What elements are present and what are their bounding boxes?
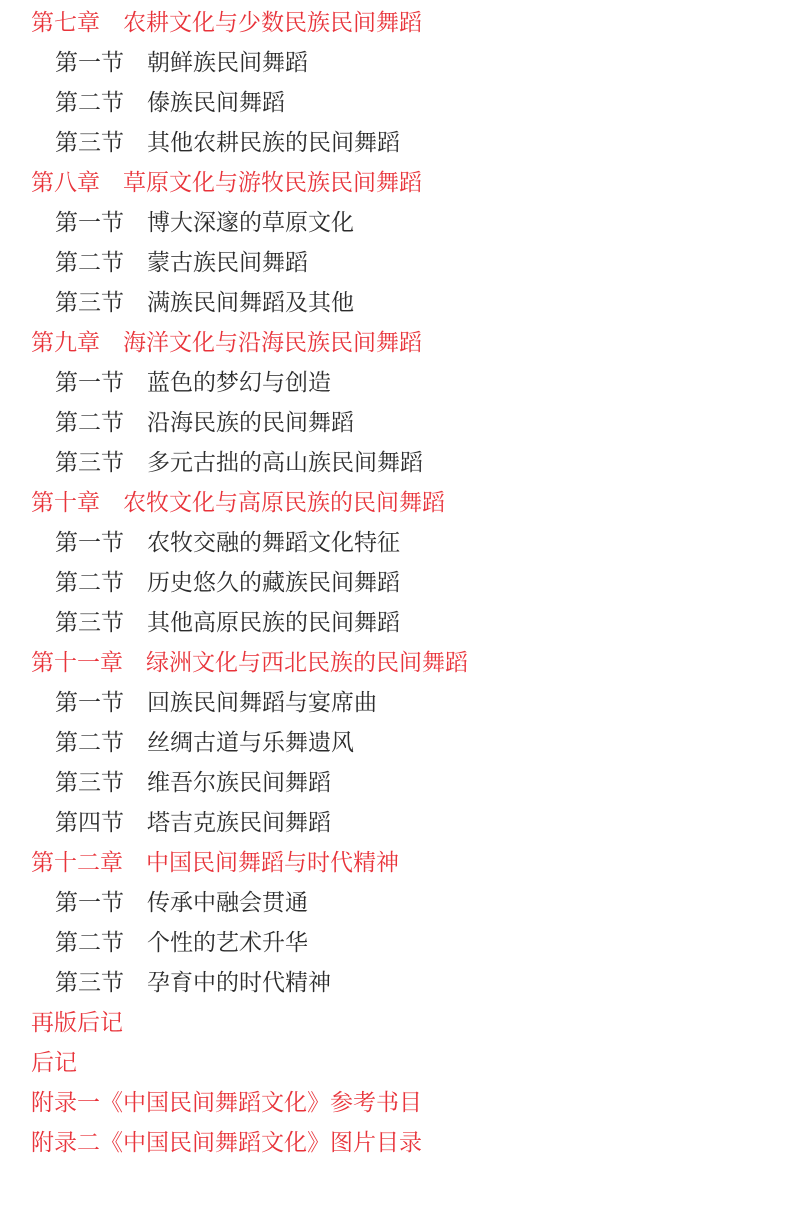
toc-section-entry[interactable]: 第三节 满族民间舞蹈及其他 xyxy=(55,290,354,316)
toc-section-entry[interactable]: 第二节 个性的艺术升华 xyxy=(55,930,308,956)
toc-section-entry[interactable]: 第一节 农牧交融的舞蹈文化特征 xyxy=(55,530,400,556)
toc-section-entry[interactable]: 第二节 沿海民族的民间舞蹈 xyxy=(55,410,354,436)
toc-chapter-entry[interactable]: 第十章 农牧文化与高原民族的民间舞蹈 xyxy=(31,490,445,516)
toc-appendix-entry[interactable]: 再版后记 xyxy=(31,1010,123,1036)
toc-section-entry[interactable]: 第三节 孕育中的时代精神 xyxy=(55,970,331,996)
toc-chapter-entry[interactable]: 第十二章 中国民间舞蹈与时代精神 xyxy=(31,850,399,876)
table-of-contents xyxy=(31,3,771,1163)
toc-section-entry[interactable]: 第一节 博大深邃的草原文化 xyxy=(55,210,354,236)
toc-chapter-entry[interactable]: 第十一章 绿洲文化与西北民族的民间舞蹈 xyxy=(31,650,468,676)
toc-chapter-entry[interactable]: 第八章 草原文化与游牧民族民间舞蹈 xyxy=(31,170,422,196)
toc-appendix-entry[interactable]: 后记 xyxy=(31,1050,77,1076)
toc-section-entry[interactable]: 第二节 傣族民间舞蹈 xyxy=(55,90,285,116)
toc-section-entry[interactable]: 第三节 维吾尔族民间舞蹈 xyxy=(55,770,331,796)
toc-section-entry[interactable]: 第一节 蓝色的梦幻与创造 xyxy=(55,370,331,396)
toc-appendix-entry[interactable]: 附录一《中国民间舞蹈文化》参考书目 xyxy=(31,1090,422,1116)
toc-section-entry[interactable]: 第三节 其他农耕民族的民间舞蹈 xyxy=(55,130,400,156)
toc-section-entry[interactable]: 第一节 朝鲜族民间舞蹈 xyxy=(55,50,308,76)
toc-section-entry[interactable]: 第二节 蒙古族民间舞蹈 xyxy=(55,250,308,276)
toc-chapter-entry[interactable]: 第九章 海洋文化与沿海民族民间舞蹈 xyxy=(31,330,422,356)
toc-section-entry[interactable]: 第二节 历史悠久的藏族民间舞蹈 xyxy=(55,570,400,596)
toc-section-entry[interactable]: 第三节 其他高原民族的民间舞蹈 xyxy=(55,610,400,636)
toc-section-entry[interactable]: 第一节 回族民间舞蹈与宴席曲 xyxy=(55,690,377,716)
toc-section-entry[interactable]: 第二节 丝绸古道与乐舞遗风 xyxy=(55,730,354,756)
toc-section-entry[interactable]: 第四节 塔吉克族民间舞蹈 xyxy=(55,810,331,836)
toc-chapter-entry[interactable]: 第七章 农耕文化与少数民族民间舞蹈 xyxy=(31,10,422,36)
toc-section-entry[interactable]: 第三节 多元古拙的高山族民间舞蹈 xyxy=(55,450,423,476)
toc-appendix-entry[interactable]: 附录二《中国民间舞蹈文化》图片目录 xyxy=(31,1130,422,1156)
toc-section-entry[interactable]: 第一节 传承中融会贯通 xyxy=(55,890,308,916)
